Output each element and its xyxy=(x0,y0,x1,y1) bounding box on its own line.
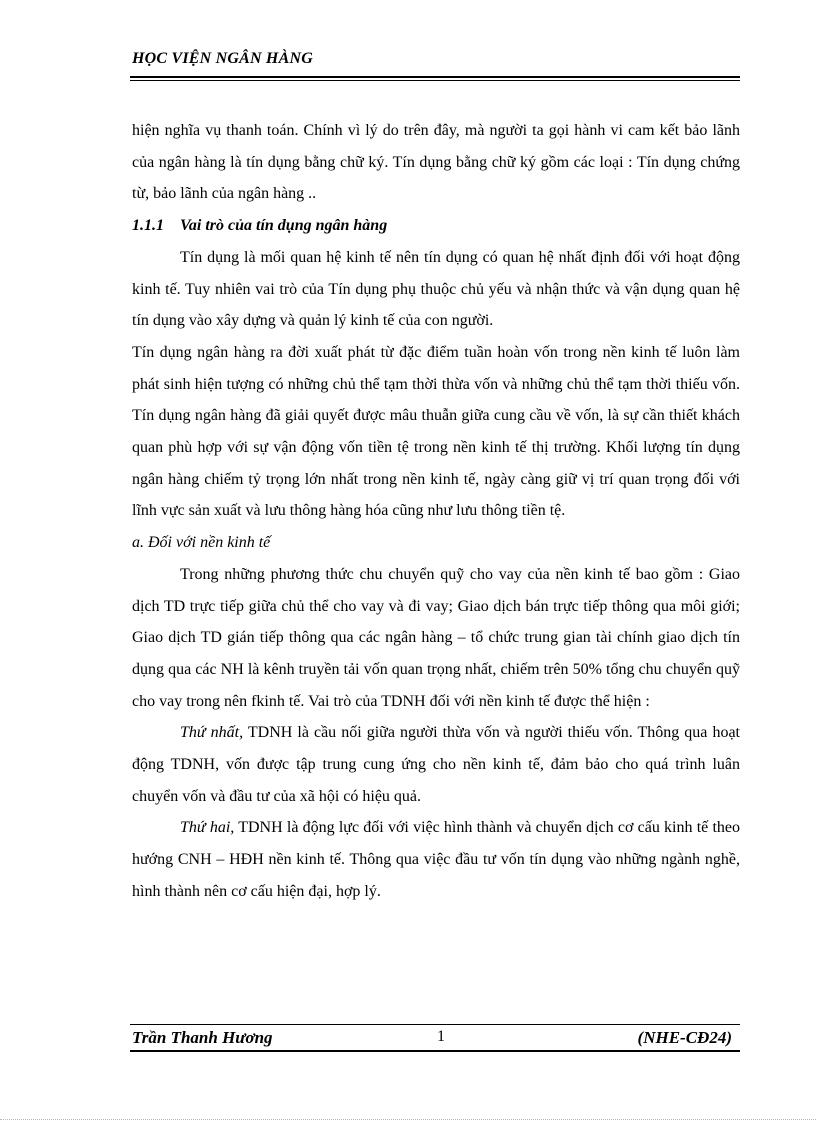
footer-rule-thin xyxy=(130,1024,740,1025)
paragraph-5-lead: Thứ nhất, xyxy=(180,724,244,742)
section-heading xyxy=(132,210,740,242)
paragraph-1: hiện nghĩa vụ thanh toán. Chính vì lý do trên đây, mà người ta gọi hành vi cam kết bảo lãnh của ngân hàng là tín dụng bằng chữ ký. Tín dụng bằng chữ ký gồm các loại : Tín dụng chứng từ, bảo lãnh của ngân hàng .. xyxy=(132,122,740,203)
paragraph-6-lead: Thứ hai, xyxy=(180,819,235,837)
section-title: Vai trò của tín dụng ngân hàng xyxy=(180,217,388,235)
paragraph-5 xyxy=(132,717,740,812)
page-bottom-dotted-line xyxy=(0,1119,816,1120)
paragraph-3: Tín dụng ngân hàng ra đời xuất phát từ đặc điểm tuần hoàn vốn trong nền kinh tế luôn làm phát sinh hiện tượng có những chủ thể tạm thời thừa vốn và những chủ thể tạm thời thiếu vốn. Tín dụng ngân hàng đã giải quyết được mâu thuẫn giữa cung cầu về vốn, là sự cần thiết khách quan phù hợp với sự vận động vốn tiền tệ trong nền kinh tế thị trường. Khối lượng tín dụng ngân hàng chiếm tỷ trọng lớn nhất trong nền kinh tế, ngày càng giữ vị trí quan trọng đối với lĩnh vực sản xuất và lưu thông hàng hóa cũng như lưu thông tiền tệ. xyxy=(132,343,740,520)
document-body xyxy=(132,115,740,908)
header-title: HỌC VIỆN NGÂN HÀNG xyxy=(132,50,313,67)
page-number: 1 xyxy=(437,1028,445,1045)
paragraph-5-text: TDNH là cầu nối giữa người thừa vốn và người thiếu vốn. Thông qua hoạt động TDNH, vốn được tập trung cung ứng cho nền kinh tế, đảm bảo cho quá trình luân chuyển vốn và đầu tư của xã hội có hiệu quả. xyxy=(132,724,740,805)
footer-author: Trần Thanh Hương xyxy=(132,1028,273,1047)
footer-class-code: (NHE-CĐ24) xyxy=(637,1028,732,1047)
paragraph-2: Tín dụng là mối quan hệ kinh tế nên tín dụng có quan hệ nhất định đối với hoạt động kinh tế. Tuy nhiên vai trò của Tín dụng phụ thuộc chủ yếu và nhận thức và vận dụng quan hệ tín dụng vào xây dựng và quản lý kinh tế của con người. xyxy=(132,248,740,330)
header-rule-thick xyxy=(130,76,740,78)
header-rule-thin xyxy=(130,80,740,81)
section-number: 1.1.1 xyxy=(132,217,164,235)
paragraph-6 xyxy=(132,812,740,907)
paragraph-4: Trong những phương thức chu chuyển quỹ cho vay của nền kinh tế bao gồm : Giao dịch TD trực tiếp giữa chủ thể cho vay và đi vay; Giao dịch bán trực tiếp thông qua môi giới; Giao dịch TD gián tiếp thông qua các ngân hàng – tổ chức trung gian tài chính giao dịch tín dụng qua các NH là kênh truyền tải vốn quan trọng nhất, chiếm trên 50% tổng chu chuyển quỹ cho vay trong nên fkinh tế. Vai trò của TDNH đối với nền kinh tế được thể hiện : xyxy=(132,565,740,710)
paragraph-6-text: TDNH là động lực đối với việc hình thành và chuyển dịch cơ cấu kinh tế theo hướng CNH – HĐH nền kinh tế. Thông qua việc đầu tư vốn tín dụng vào những ngành nghề, hình thành nên cơ cấu hiện đại, hợp lý. xyxy=(132,819,741,900)
footer-rule-thick xyxy=(130,1050,740,1052)
subsection-heading: a. Đối với nền kinh tế xyxy=(132,534,271,552)
